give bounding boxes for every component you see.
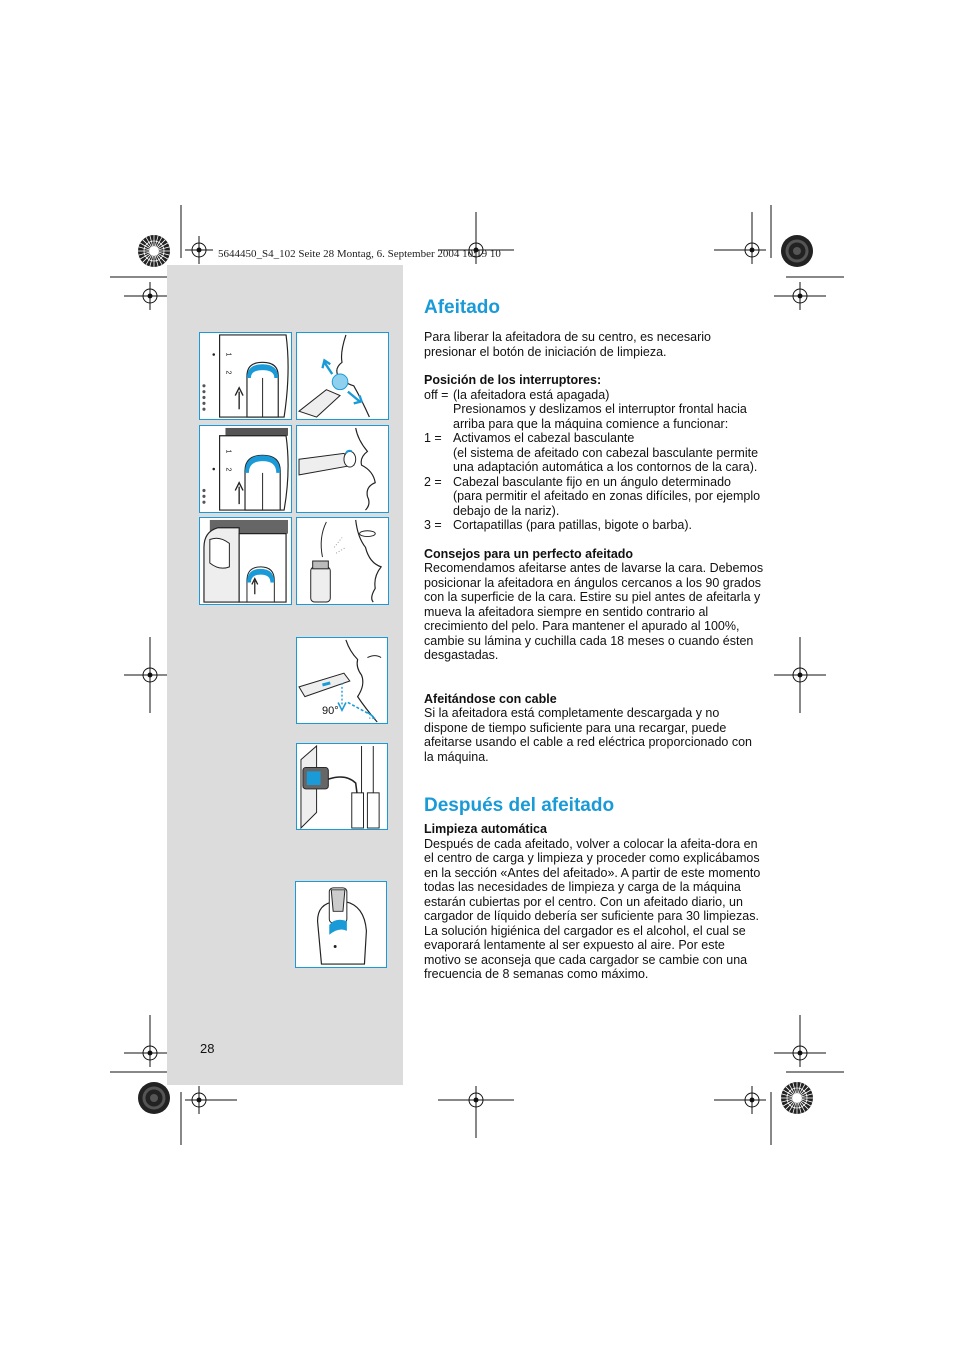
tips-paragraph: Recomendamos afeitarse antes de lavarse la cara. Debemos posicionar la afeitadora en ángulos cercanos a los 90 grados con la superficie de la cara. Estire su piel antes de afeitarla y mueva la afeitadora siempre en sentido contrario al crecimiento del pelo. Para mantener el apurado al 100%, cambie su lámina y cuchilla cada 18 meses o cuando ésten desgastadas. xyxy=(424,561,764,662)
figure-cord-operation xyxy=(296,743,388,830)
switch-key: 1 = xyxy=(424,431,442,445)
switch-number-2: 2 xyxy=(224,370,232,375)
switch-number-1: 1 xyxy=(224,449,232,454)
figure-under-nose xyxy=(296,425,389,513)
section-title-despues: Después del afeitado xyxy=(424,795,615,816)
switch-detail: (para permitir el afeitado en zonas difíciles, por ejemplo debajo de la nariz). xyxy=(453,489,761,518)
switch-detail: (el sistema de afeitado con cabezal basculante permite una adaptación automática a los contornos de la cara). xyxy=(453,445,759,474)
cleaning-paragraph-2: La solución higiénica del cargador es el alcohol, el cual se evaporará lentamente al ser expuesto al aire. Por este motivo se aconseja que cada cargador se cambie con una frecuencia de 8 semanas como máximo. xyxy=(424,923,748,981)
cleaning-heading: Limpieza automática xyxy=(424,822,547,836)
switch-detail: Presionamos y deslizamos el interruptor frontal hacia arriba para que la máquina comience a funcionar: xyxy=(453,402,747,431)
switch-number-1: 1 xyxy=(224,352,232,357)
switch-text: Cabezal basculante fijo en un ángulo determinado xyxy=(453,474,731,489)
switch-positions-heading: Posición de los interruptores: xyxy=(424,373,602,387)
print-slug: 5644450_S4_102 Seite 28 Montag, 6. September 2004 10:19 10 xyxy=(218,248,501,260)
switch-position-2 xyxy=(424,475,764,490)
page-number: 28 xyxy=(200,1041,215,1056)
switch-position-3 xyxy=(424,518,764,533)
main-text-column xyxy=(424,296,764,982)
switch-key: off = xyxy=(424,387,449,402)
figure-switch-top xyxy=(199,332,292,420)
switch-text: Activamos el cabezal basculante xyxy=(453,431,635,445)
switch-text: (la afeitadora está apagada) xyxy=(453,387,610,402)
figure-cleaning-center xyxy=(295,881,387,968)
section-title-afeitado: Afeitado xyxy=(424,297,500,318)
switch-key: 2 = xyxy=(424,474,442,489)
angle-label: 90° xyxy=(322,705,339,717)
figure-90-degree-angle xyxy=(296,637,388,724)
intro-paragraph: Para liberar la afeitadora de su centro, es necesario presionar el botón de iniciación de limpieza. xyxy=(424,330,711,359)
switch-position-1 xyxy=(424,431,764,446)
switch-key: 3 = xyxy=(424,518,442,532)
figure-trimmer xyxy=(199,517,292,605)
figure-switch-middle xyxy=(199,425,292,513)
switch-number-2: 2 xyxy=(224,467,232,472)
switch-text: Cortapatillas (para patillas, bigote o barba). xyxy=(453,518,693,532)
figure-sideburns xyxy=(296,517,389,605)
switch-position-off xyxy=(424,388,764,403)
cable-heading: Afeitándose con cable xyxy=(424,691,557,706)
tips-heading: Consejos para un perfecto afeitado xyxy=(424,546,634,561)
figure-pivot-head xyxy=(296,332,389,420)
cleaning-paragraph-1: Después de cada afeitado, volver a colocar la afeita-dora en el centro de carga y limpieza y proceder como explicábamos en la sección «Antes del afeitado». A partir de este momento todas las necesidades de limpieza y carga de la máquina estarán cubiertas por el centro. Con un afeitado diario, un cargador de líquido debería ser suficiente para 30 limpiezas. xyxy=(424,836,761,923)
cable-paragraph: Si la afeitadora está completamente descargada y no dispone de tiempo suficiente para una recargar, puede afeitarse usando el cable a red eléctrica proporcionado con la máquina. xyxy=(424,706,752,764)
